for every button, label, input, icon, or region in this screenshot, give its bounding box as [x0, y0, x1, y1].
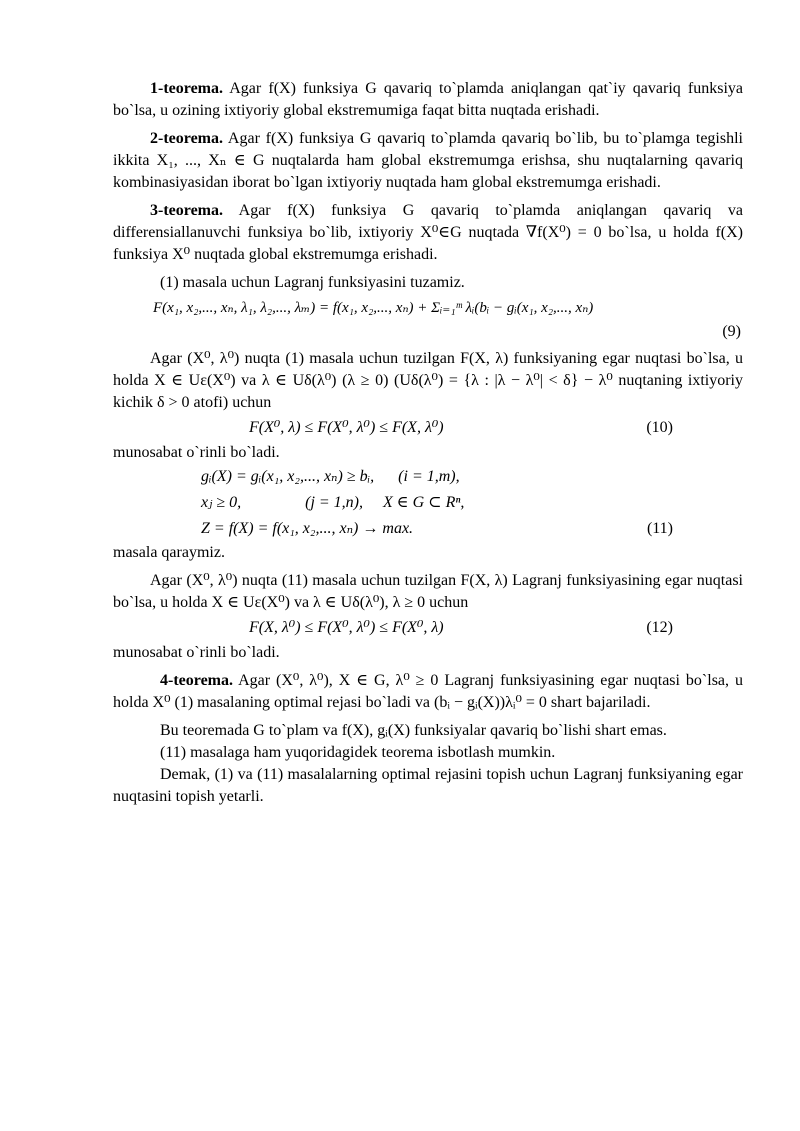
theorem-2: [113, 128, 743, 194]
system-row-1: [113, 464, 743, 490]
system-row-2: [113, 490, 743, 516]
note-paragraph: Bu teoremada G to`plam va f(X), gᵢ(X) funksiyalar qavariq bo`lishi shart emas.: [160, 722, 667, 739]
theorem-4: [113, 670, 743, 714]
theorem-1-text: Agar f(X) funksiya G qavariq to`plamda aniqlangan qat`iy qavariq funksiya bo`lsa, u ozining ixtiyoriy global ekstremumiga faqat bitta nuqtada erishadi.: [113, 80, 743, 119]
equation-12-number: (12): [646, 619, 673, 636]
proof-paragraph: (11) masalaga ham yuqoridagidek teorema isbotlash mumkin.: [160, 744, 556, 761]
equation-10: [113, 414, 743, 442]
system-constraint-1: gᵢ(X) = gᵢ(x₁, x₂,..., xₙ) ≥ bᵢ, (i = 1,m),: [201, 468, 460, 485]
relation-text-2: munosabat o`rinli bo`ladi.: [113, 644, 280, 661]
document-page: [113, 78, 743, 808]
theorem-2-text: Agar f(X) funksiya G qavariq to`plamda qavariq bo`lib, bu to`plamga tegishli ikkita X₁, ..., Xₙ ∈ G nuqtalarda ham global ekstremumga erishsa, shu nuqtalarning qavariq kombinasiyasidan iborat bo`lgan ixtiyoriy nuqtada ham global ekstremumga erishadi.: [113, 130, 743, 191]
theorem-1-heading: 1-teorema.: [150, 80, 223, 97]
system-constraint-2: xⱼ ≥ 0, (j = 1,n), X ∈ G ⊂ Rⁿ,: [201, 494, 465, 511]
equation-10-body: F(X⁰, λ) ≤ F(X⁰, λ⁰) ≤ F(X, λ⁰): [249, 419, 444, 436]
equation-12: [113, 614, 743, 642]
equation-10-number: (10): [646, 419, 673, 436]
lagrange-intro: (1) masala uchun Lagranj funksiyasini tuzamiz.: [160, 274, 465, 291]
equation-11-number: (11): [646, 520, 673, 537]
equation-9-number-row: [113, 322, 743, 342]
theorem-4-text: Agar (X⁰, λ⁰), X ∈ G, λ⁰ ≥ 0 Lagranj funksiyasining egar nuqtasi bo`lsa, u holda X⁰ (1) masalaning optimal rejasi bo`ladi va (bᵢ − gᵢ(X))λᵢ⁰ = 0 shart bajariladi.: [113, 672, 743, 711]
theorem-1: [113, 78, 743, 122]
theorem-4-heading: 4-teorema.: [160, 672, 233, 689]
saddle-point-paragraph: Agar (X⁰, λ⁰) nuqta (1) masala uchun tuzilgan F(X, λ) funksiyaning egar nuqtasi bo`lsa, u holda X ∈ Uε(X⁰) va λ ∈ Uδ(λ⁰) (λ ≥ 0) (Uδ(λ⁰) = {λ : |λ − λ⁰| < δ} − λ⁰ nuqtaning ixtiyoriy kichik δ > 0 atofi) uchun: [113, 350, 743, 411]
theorem-2-heading: 2-teorema.: [150, 130, 223, 147]
theorem-3: [113, 200, 743, 266]
system-objective: Z = f(X) = f(x₁, x₂,..., xₙ) → max.: [201, 520, 414, 537]
equation-9: [113, 294, 743, 322]
theorem-3-heading: 3-teorema.: [150, 202, 223, 219]
equation-12-body: F(X, λ⁰) ≤ F(X⁰, λ⁰) ≤ F(X⁰, λ): [249, 619, 444, 636]
saddle-point-paragraph-2: Agar (X⁰, λ⁰) nuqta (11) masala uchun tuzilgan F(X, λ) Lagranj funksiyasining egar nuqtasi bo`lsa, u holda X ∈ Uε(X⁰) va λ ∈ Uδ(λ⁰), λ ≥ 0 uchun: [113, 572, 743, 611]
theorem-3-text: Agar f(X) funksiya G qavariq to`plamda aniqlangan qavariq va differensiallanuvchi funksiya bo`lib, ixtiyoriy X⁰∈G nuqtada ∇f(X⁰) = 0 bo`lsa, u holda f(X) funksiya X⁰ nuqtada global ekstremumga erishadi.: [113, 202, 744, 263]
consider-text: masala qaraymiz.: [113, 544, 225, 561]
conclusion-paragraph: Demak, (1) va (11) masalalarning optimal rejasini topish uchun Lagranj funksiyaning egar nuqtasini topish yetarli.: [113, 766, 743, 805]
equation-9-body: F(x₁, x₂,..., xₙ, λ₁, λ₂,..., λₘ) = f(x₁, x₂,..., xₙ) + Σᵢ₌₁ᵐ λᵢ(bᵢ − gᵢ(x₁, x₂,..., xₙ): [153, 300, 594, 316]
relation-text-1: munosabat o`rinli bo`ladi.: [113, 444, 280, 461]
equation-9-number: (9): [722, 323, 741, 340]
system-row-3: [113, 516, 743, 542]
